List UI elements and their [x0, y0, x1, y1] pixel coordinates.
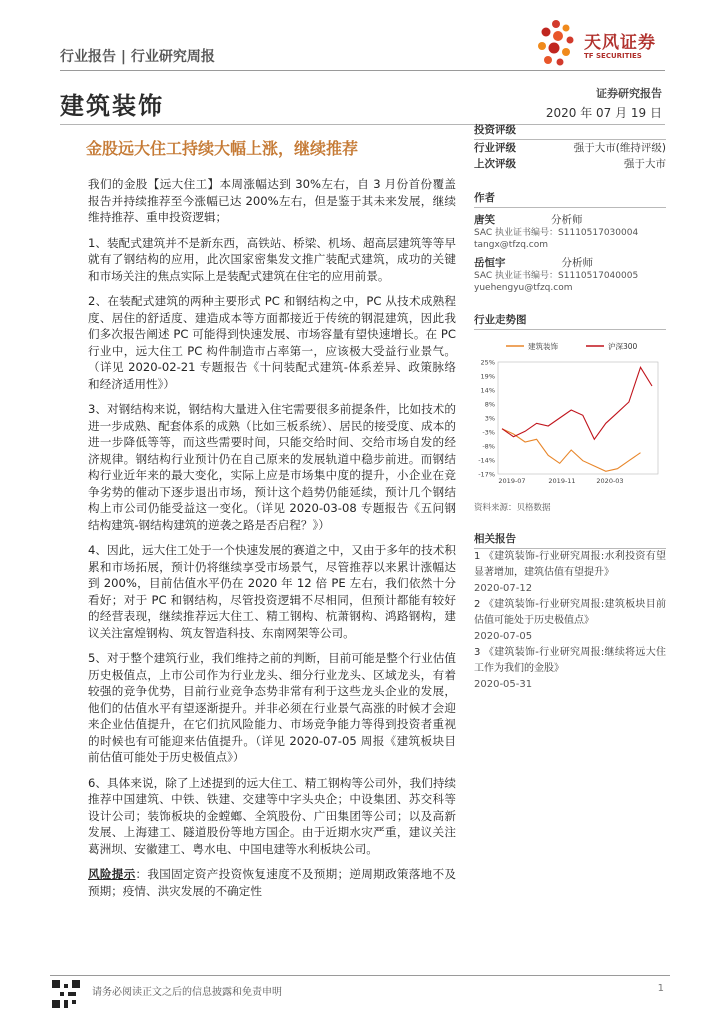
rating-title: 投资评级: [474, 122, 666, 140]
report-date: 2020 年 07 月 19 日: [545, 106, 662, 120]
x-tick-label: 2019-11: [548, 477, 576, 485]
series-line: [502, 429, 641, 472]
author-role: 分析师: [551, 214, 583, 226]
report-kind: 证券研究报告: [596, 87, 662, 100]
related-report[interactable]: [474, 549, 666, 597]
author-name: 唐笑: [474, 214, 495, 226]
report-headline: 金股远大住工持续大幅上涨，继续推荐: [86, 139, 359, 158]
body-paragraph: 5、对于整个建筑行业，我们维持之前的判断，目前可能是整个行业估值历史极值点，上市公司作为行业龙头、细分行业龙头、区域龙头，有着较强的竞争优势，目前行业竞争态势非常有利于这些龙头企业的发展，他们的估值水平有望逐渐提升。并非必须在行业景气高涨的时候才会迎来企业估值提升，在它们抗风险能力、市场竞争能力等得到投资者重视的时候也有可能迎来估值提升。（详见 2020-07-05 周报《建筑板块目前估值可能处于历史极值点》）: [88, 651, 456, 764]
related-report[interactable]: [474, 645, 666, 693]
brand-logo: [532, 18, 672, 70]
y-tick-label: 14%: [480, 386, 495, 395]
x-tick-label: 2020-03: [596, 477, 624, 485]
author-name-row: [474, 255, 666, 270]
footer-divider: [50, 975, 670, 976]
related-report-date: 2020-07-05: [474, 631, 533, 642]
report-body: [88, 176, 456, 908]
y-tick-label: 3%: [484, 414, 495, 423]
author-sac: SAC 执业证书编号：S1110517030004: [474, 228, 639, 238]
footer-disclaimer: 请务必阅读正文之后的信息披露和免责申明: [92, 987, 282, 998]
series-line: [502, 367, 652, 439]
rating-value: 强于大市: [624, 158, 666, 170]
author-name-row: [474, 212, 666, 227]
industry-trend-chart: [474, 336, 666, 496]
author-name: 岳恒宇: [474, 257, 506, 269]
body-paragraph: 2、在装配式建筑的两种主要形式 PC 和钢结构之中，PC 从技术成熟程度、居住的舒适度、建造成本等方面都接近于传统的钢混建筑，因此我们多次报告阐述 PC 可能得到快速发展、市场容量有望快速增长。在 PC 行业中，远大住工 PC 构件制造市占率第一，应该极大受益行业景气。（详见 2020-02-21 专题报告《十问装配式建筑-体系差异、政策脉络和经济适用性》）: [88, 294, 456, 391]
y-tick-label: -3%: [482, 428, 495, 437]
rating-key: 行业评级: [474, 142, 516, 154]
risk-text: ：我国固定资产投资恢复速度不及预期；逆周期政策落地不及预期；疫情、洪灾发展的不确定性: [88, 867, 456, 898]
x-tick-label: 2019-07: [498, 477, 526, 485]
rating-key: 上次评级: [474, 158, 516, 170]
brand-name: 天风证券: [584, 33, 656, 53]
author-role: 分析师: [561, 257, 593, 269]
brand-mark-icon: [532, 18, 582, 68]
y-tick-label: 25%: [480, 358, 495, 367]
rating-row: [474, 156, 666, 172]
rating-value: 强于大市(维持评级): [573, 142, 666, 154]
risk-label: 风险提示: [88, 867, 136, 881]
y-tick-label: -17%: [478, 470, 495, 479]
author-email[interactable]: tangx@tfzq.com: [474, 240, 549, 250]
author-email[interactable]: yuehengyu@tfzq.com: [474, 283, 573, 293]
body-paragraph: 我们的金股【远大住工】本周涨幅达到 30%左右，自 3 月份首份覆盖报告并持续推荐至今涨幅已达 200%左右，但是鉴于其未来发展，继续维持推荐、重申投资逻辑；: [88, 177, 456, 224]
body-paragraph: 1、装配式建筑并不是新东西，高铁站、桥梁、机场、超高层建筑等等早就有了钢结构的应用，此次国家密集发文推广装配式建筑，成功的关键和市场关注的焦点实际上是装配式建筑在住宅的应用前景。: [88, 235, 456, 283]
legend-label: 建筑装饰: [528, 342, 558, 351]
rating-row: [474, 140, 666, 156]
related-report[interactable]: [474, 597, 666, 645]
qr-code-icon: [52, 980, 80, 1008]
document-type: 行业报告 | 行业研究周报: [60, 49, 215, 65]
related-report-date: 2020-07-12: [474, 583, 533, 594]
page-number: 1: [657, 983, 664, 994]
body-paragraph: 3、对钢结构来说，钢结构大量进入住宅需要很多前提条件，比如技术的进一步成熟、配套体系的成熟（比如三板系统）、居民的接受度、成本的进一步降低等等，而这些需要时间，只能交给时间、交给市场自发的经济规律。钢结构行业预计仍在自己原来的发展轨道中稳步前进。而钢结构行业近年来的最大变化，实际上应是市场集中度的提升，小企业在竞争劣势的催动下逐步退出市场，预计这个趋势仍能延续，预计几个钢结构上市公司仍能受益这一变化。（详见 2020-03-08 专题报告《五问钢结构建筑-钢结构建筑的逆袭之路是否启程？》）: [88, 402, 456, 532]
chart-title: 行业走势图: [474, 312, 666, 330]
related-report-date: 2020-05-31: [474, 679, 533, 690]
risk-warning: [88, 866, 456, 899]
y-tick-label: -8%: [482, 442, 495, 451]
y-tick-label: 19%: [480, 372, 495, 381]
author-title: 作者: [474, 190, 666, 208]
body-paragraph: 6、具体来说，除了上述提到的远大住工、精工钢构等公司外，我们持续推荐中国建筑、中铁、铁建、交建等中字头央企；中设集团、苏交科等设计公司；装饰板块的金螳螂、全筑股份、广田集团等公司；以及高新发展、上海建工、隧道股份等地方国企。由于近期水灾严重，建议关注葛洲坝、安徽建工、粤水电、中国电建等水利板块公司。: [88, 775, 456, 856]
related-title: 相关报告: [474, 531, 666, 549]
sidebar: [474, 122, 666, 693]
related-report-title: 1 《建筑装饰-行业研究周报:水利投资有望显著增加，建筑估值有望提升》: [474, 551, 666, 578]
brand-name-en: TF SECURITIES: [584, 52, 642, 60]
sector-title: 建筑装饰: [60, 92, 164, 120]
related-report-title: 2 《建筑装饰-行业研究周报:建筑板块目前估值可能处于历史极值点》: [474, 599, 666, 626]
author-sac: SAC 执业证书编号：S1110517040005: [474, 271, 639, 281]
body-paragraph: 4、因此，远大住工处于一个快速发展的赛道之中，又由于多年的技术积累和市场拓展，预计仍将继续享受市场景气，尽管推荐以来累计涨幅达到 200%，目前估值水平仍在 2020 年 12 倍 PE 左右，我们依然十分看好；对于 PC 和钢结构，尽管投资逻辑不尽相同，但预计都能有较好的经营表现，继续推荐远大住工、精工钢构、杭萧钢构、鸿路钢构，建议关注富煌钢构、筑友智造科技、东南网架等公司。: [88, 543, 456, 640]
y-tick-label: 8%: [484, 400, 495, 409]
legend-label: 沪深300: [608, 342, 638, 351]
header-divider: [60, 70, 665, 71]
chart-source: 资料来源：贝格数据: [474, 503, 551, 513]
related-report-title: 3 《建筑装饰-行业研究周报:继续将远大住工作为我们的金股》: [474, 647, 666, 674]
y-tick-label: -14%: [478, 456, 495, 465]
